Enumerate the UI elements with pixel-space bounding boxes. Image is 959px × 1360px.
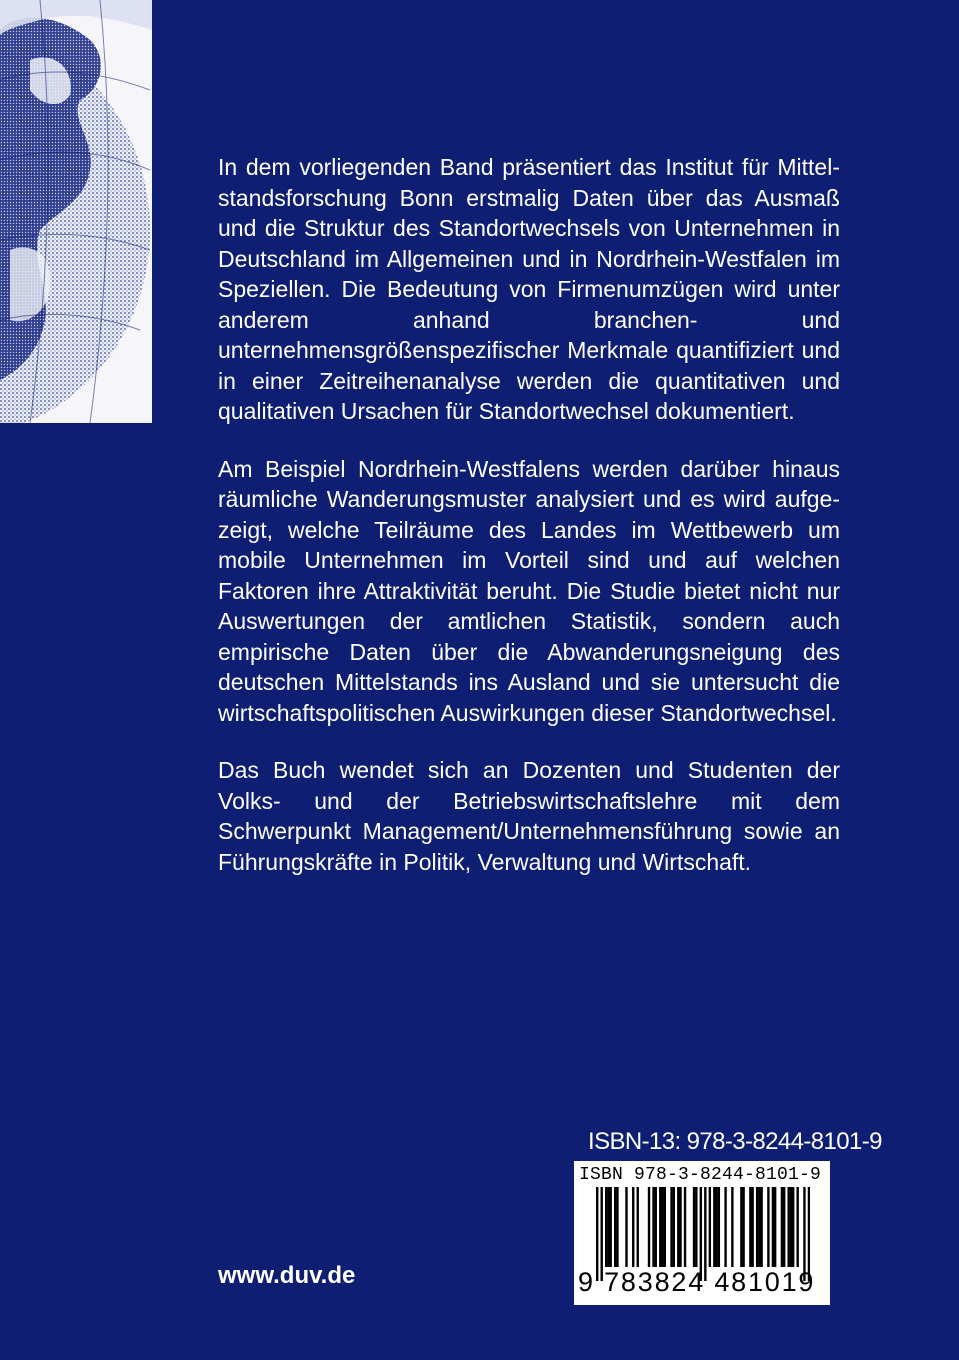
barcode-bar	[695, 1187, 697, 1267]
barcode-bar	[632, 1187, 634, 1267]
barcode-bar	[749, 1187, 751, 1267]
barcode-bar	[614, 1187, 616, 1267]
barcode-bar	[787, 1187, 789, 1267]
globe-image	[0, 0, 152, 423]
website-url: www.duv.de	[218, 1262, 356, 1289]
barcode-bar	[605, 1187, 607, 1267]
barcode-bar	[664, 1187, 666, 1267]
barcode-bar	[774, 1187, 776, 1267]
barcode-bar	[661, 1187, 663, 1267]
barcode-bar	[731, 1187, 733, 1267]
barcode-bar	[637, 1187, 639, 1267]
barcode-bar	[715, 1187, 717, 1267]
barcode-bar	[792, 1187, 794, 1267]
barcode-bar	[760, 1187, 762, 1267]
barcode-bar	[610, 1187, 612, 1267]
barcode-bar	[724, 1187, 726, 1267]
barcode-bar	[625, 1187, 627, 1267]
barcode-bar	[758, 1187, 760, 1267]
barcode-bar	[684, 1187, 686, 1267]
barcode-bar	[751, 1187, 753, 1267]
barcode-bar	[740, 1187, 742, 1267]
barcode-bar	[781, 1187, 783, 1267]
barcode-bar	[648, 1187, 650, 1267]
barcode	[574, 1161, 830, 1305]
barcode-bar	[693, 1187, 695, 1267]
description-paragraph-1: In dem vorliegenden Band präsentiert das Institut für Mittelstandsforschung Bonn erstmalig Daten über das Ausmaß und die Struktur des Standortwechsels von Unternehmen in Deutschland im Allgemeinen und in Nordrhein-Westfalen im Speziellen. Die Bedeutung von Firmenumzügen wird unter anderem anhand branchen- und unternehmensgrößenspezifischer Merkmale quantifiziert und in einer Zeitreihenanalyse werden die quantitativen und qualitativen Ursachen für Standortwechsel dokumentiert.	[218, 154, 840, 424]
barcode-bar	[673, 1187, 675, 1267]
barcode-isbn-text: ISBN 978-3-8244-8101-9	[579, 1165, 822, 1185]
isbn-label: ISBN-13: 978-3-8244-8101-9	[588, 1128, 882, 1155]
barcode-bar	[713, 1187, 715, 1267]
barcode-bar	[790, 1187, 792, 1267]
barcode-bar	[767, 1187, 769, 1267]
globe-illustration	[0, 0, 152, 423]
barcode-bar	[679, 1187, 681, 1267]
barcode-bar	[652, 1187, 654, 1267]
barcode-bar	[659, 1187, 661, 1267]
description-paragraph-2: Am Beispiel Nordrhein-Westfalens werden darüber hinaus räumliche Wanderungsmuster analysiert und es wird aufgezeigt, welche Teilräume des Landes im Wettbewerb um mobile Unternehmen im Vorteil sind und auf welchen Faktoren ihre Attraktivität beruht. Die Studie bietet nicht nur Auswertungen der amtlichen Statistik, sondern auch empirische Daten über die Abwanderungsneigung des deutschen Mittelstands ins Ausland und sie untersucht die wirtschaftspolitischen Auswirkungen dieser Standortwechsel.	[218, 455, 840, 726]
barcode-bar	[742, 1187, 744, 1267]
barcode-bar	[709, 1187, 711, 1267]
description	[218, 152, 840, 904]
barcode-bar	[677, 1187, 679, 1267]
barcode-bar	[616, 1187, 618, 1267]
barcode-bar	[772, 1187, 774, 1267]
barcode-bar	[718, 1187, 720, 1267]
barcode-bar	[670, 1187, 672, 1267]
barcode-bar	[756, 1187, 758, 1267]
barcode-bar	[607, 1187, 609, 1267]
description-paragraph-3: Das Buch wendet sich an Dozenten und Studenten der Volks- und der Betriebswirtschaftslehre mit dem Schwerpunkt Management/Unternehmensführung sowie an Führungskräfte in Politik, Verwaltung und Wirtschaft.	[218, 757, 840, 875]
barcode-bar	[655, 1187, 657, 1267]
barcode-digits: 9 783824 481019	[578, 1267, 816, 1297]
barcode-bar	[783, 1187, 785, 1267]
barcode-bar	[796, 1187, 798, 1267]
